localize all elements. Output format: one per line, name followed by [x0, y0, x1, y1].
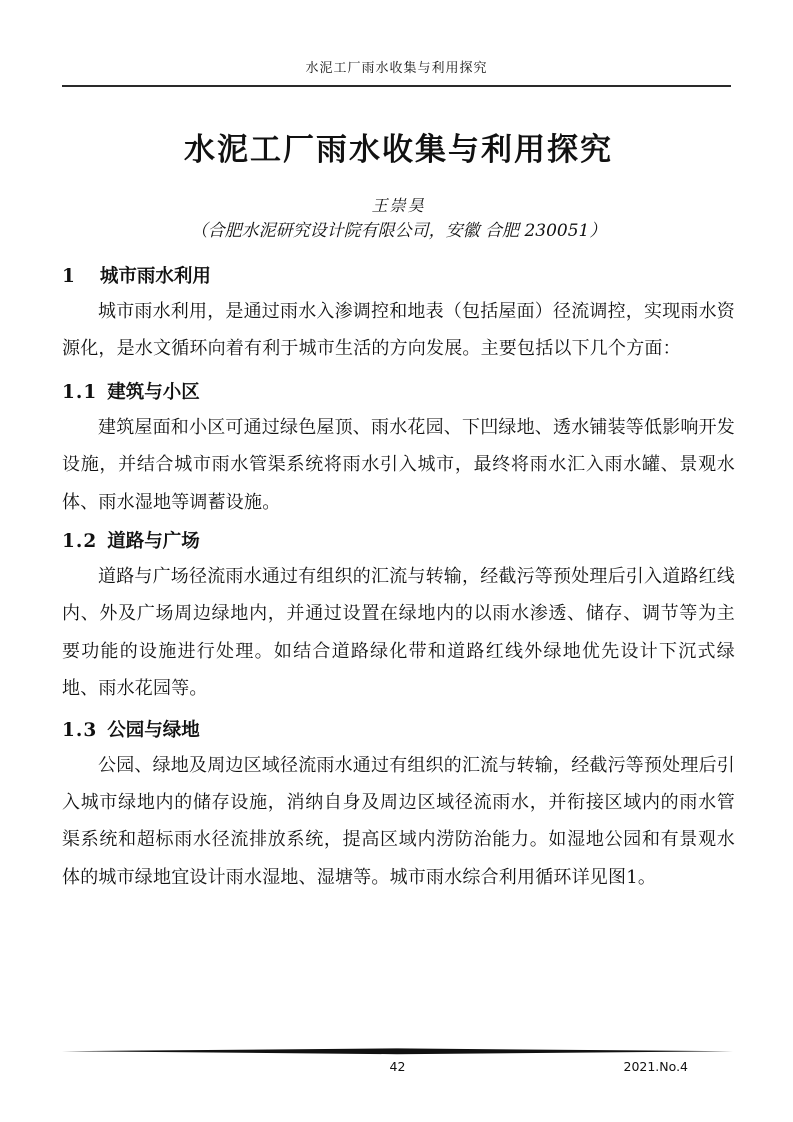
author-name: 王崇昊: [371, 196, 426, 215]
footer-rule: [62, 1048, 733, 1055]
section-title: 城市雨水利用: [99, 266, 211, 287]
running-header: [62, 0, 731, 87]
section-paragraph-1: 城市雨水利用，是通过雨水入渗调控和地表（包括屋面）径流调控，实现雨水资源化，是水文循环向着有利于城市生活的方向发展。主要包括以下几个方面：: [62, 301, 735, 360]
running-header-title: 水泥工厂雨水收集与利用探究: [305, 61, 488, 76]
section-paragraph-1-1: 建筑屋面和小区可通过绿色屋顶、雨水花园、下凹绿地、透水铺装等低影响开发设施，并结合城市雨水管渠系统将雨水引入城市，最终将雨水汇入雨水罐、景观水体、雨水湿地等调蓄设施。: [62, 416, 735, 513]
section-paragraph-1-3: 公园、绿地及周边区域径流雨水通过有组织的汇流与转输，经截污等预处理后引入城市绿地内的储存设施，消纳自身及周边区域径流雨水，并衔接区域内的雨水管渠系统和超标雨水径流排放系统，提高区域内涝防治能力。如湿地公园和有景观水体的城市绿地宜设计雨水湿地、湿塘等。城市雨水综合利用循环详见图1。: [62, 754, 735, 888]
page-number: 42: [389, 1059, 406, 1074]
section-paragraph-1-2: 道路与广场径流雨水通过有组织的汇流与转输，经截污等预处理后引入道路红线内、外及广场周边绿地内，并通过设置在绿地内的以雨水渗透、储存、调节等为主要功能的设施进行处理。如结合道路绿化带和道路红线外绿地优先设计下沉式绿地、雨水花园等。: [62, 566, 735, 700]
section-number: 1.1: [62, 381, 98, 403]
page-footer: [62, 1048, 733, 1075]
section-number: 1.2: [62, 531, 98, 553]
article-body: [62, 131, 735, 896]
section-heading-1-2: [62, 529, 735, 555]
section-number: 1.3: [62, 719, 98, 741]
section-title: 道路与广场: [107, 531, 200, 553]
issue-label: 2021.No.4: [623, 1059, 688, 1074]
section-title: 公园与绿地: [107, 719, 200, 741]
section-heading-1-1: [62, 380, 735, 406]
paper-title: 水泥工厂雨水收集与利用探究: [184, 132, 613, 168]
section-title: 建筑与小区: [107, 381, 200, 403]
section-heading-1-3: [62, 718, 735, 744]
section-number: 1: [62, 266, 76, 287]
section-heading-1: [62, 264, 735, 290]
author-affiliation: （合肥水泥研究设计院有限公司，安徽 合肥 230051）: [190, 221, 607, 241]
footer-text-row: [62, 1059, 733, 1075]
